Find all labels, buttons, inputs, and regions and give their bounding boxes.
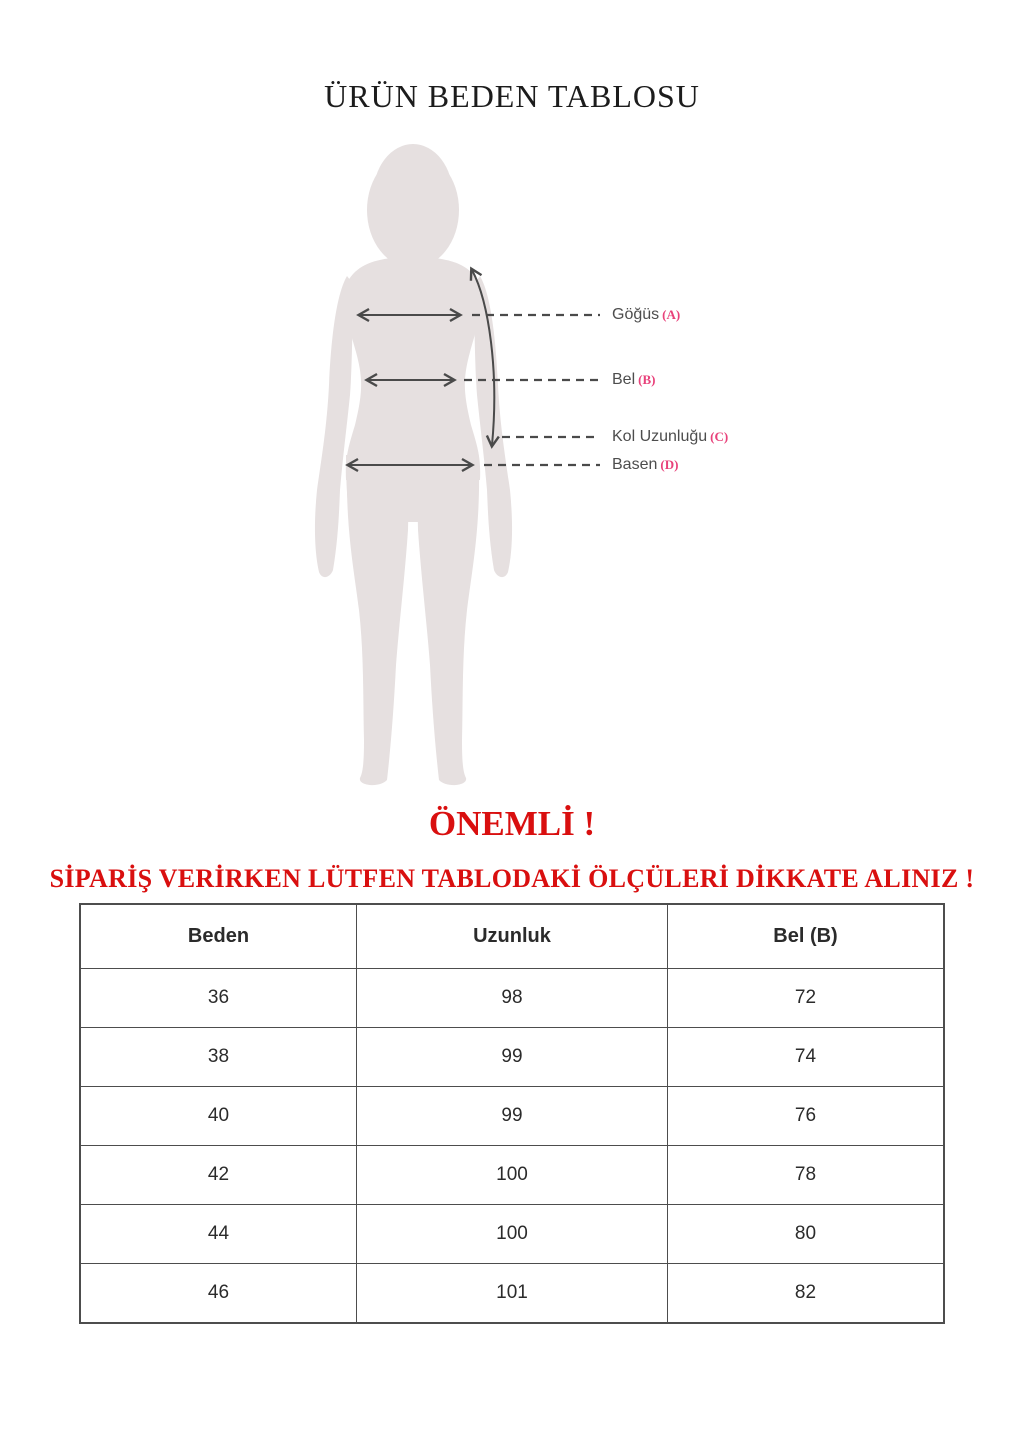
waist-label-text: Bel (612, 371, 636, 388)
table-row (80, 1087, 944, 1146)
page-title: ÜRÜN BEDEN TABLOSU (324, 78, 700, 114)
hip-label-text: Basen (612, 456, 658, 473)
waist-cell: 78 (668, 1146, 945, 1205)
length-cell: 99 (356, 1028, 667, 1087)
waist-cell: 80 (668, 1205, 945, 1264)
arm-length-label-text: Kol Uzunluğu (612, 428, 708, 445)
chest-label-text: Göğüs (612, 306, 660, 323)
waist-cell: 72 (668, 969, 945, 1028)
hip-label (612, 454, 678, 476)
size-table-header-row (80, 904, 944, 969)
length-cell: 100 (356, 1146, 667, 1205)
table-row (80, 1028, 944, 1087)
table-row (80, 1205, 944, 1264)
column-header-uzunluk: Uzunluk (356, 904, 667, 969)
table-row (80, 1264, 944, 1324)
arm-length-label-letter: (C) (710, 429, 729, 444)
size-cell: 42 (80, 1146, 356, 1205)
column-header-beden: Beden (80, 904, 356, 969)
size-cell: 46 (80, 1264, 356, 1324)
order-warning-text: SİPARİŞ VERİRKEN LÜTFEN TABLODAKİ ÖLÇÜLERİ DİKKATE ALINIZ ! (49, 864, 975, 893)
length-cell: 98 (356, 969, 667, 1028)
size-cell: 44 (80, 1205, 356, 1264)
waist-cell: 76 (668, 1087, 945, 1146)
size-cell: 38 (80, 1028, 356, 1087)
size-table (79, 903, 945, 1324)
important-heading: ÖNEMLİ ! (428, 804, 596, 843)
table-row (80, 969, 944, 1028)
length-cell: 99 (356, 1087, 667, 1146)
waist-cell: 82 (668, 1264, 945, 1324)
hip-label-letter: (D) (660, 457, 679, 472)
arm-length-label (612, 426, 728, 448)
size-cell: 40 (80, 1087, 356, 1146)
chest-label (612, 304, 680, 326)
length-cell: 101 (356, 1264, 667, 1324)
size-cell: 36 (80, 969, 356, 1028)
length-cell: 100 (356, 1205, 667, 1264)
waist-label-letter: (B) (638, 372, 656, 387)
chest-label-letter: (A) (662, 307, 681, 322)
waist-cell: 74 (668, 1028, 945, 1087)
waist-label (612, 369, 655, 391)
column-header-bel: Bel (B) (668, 904, 945, 969)
table-row (80, 1146, 944, 1205)
